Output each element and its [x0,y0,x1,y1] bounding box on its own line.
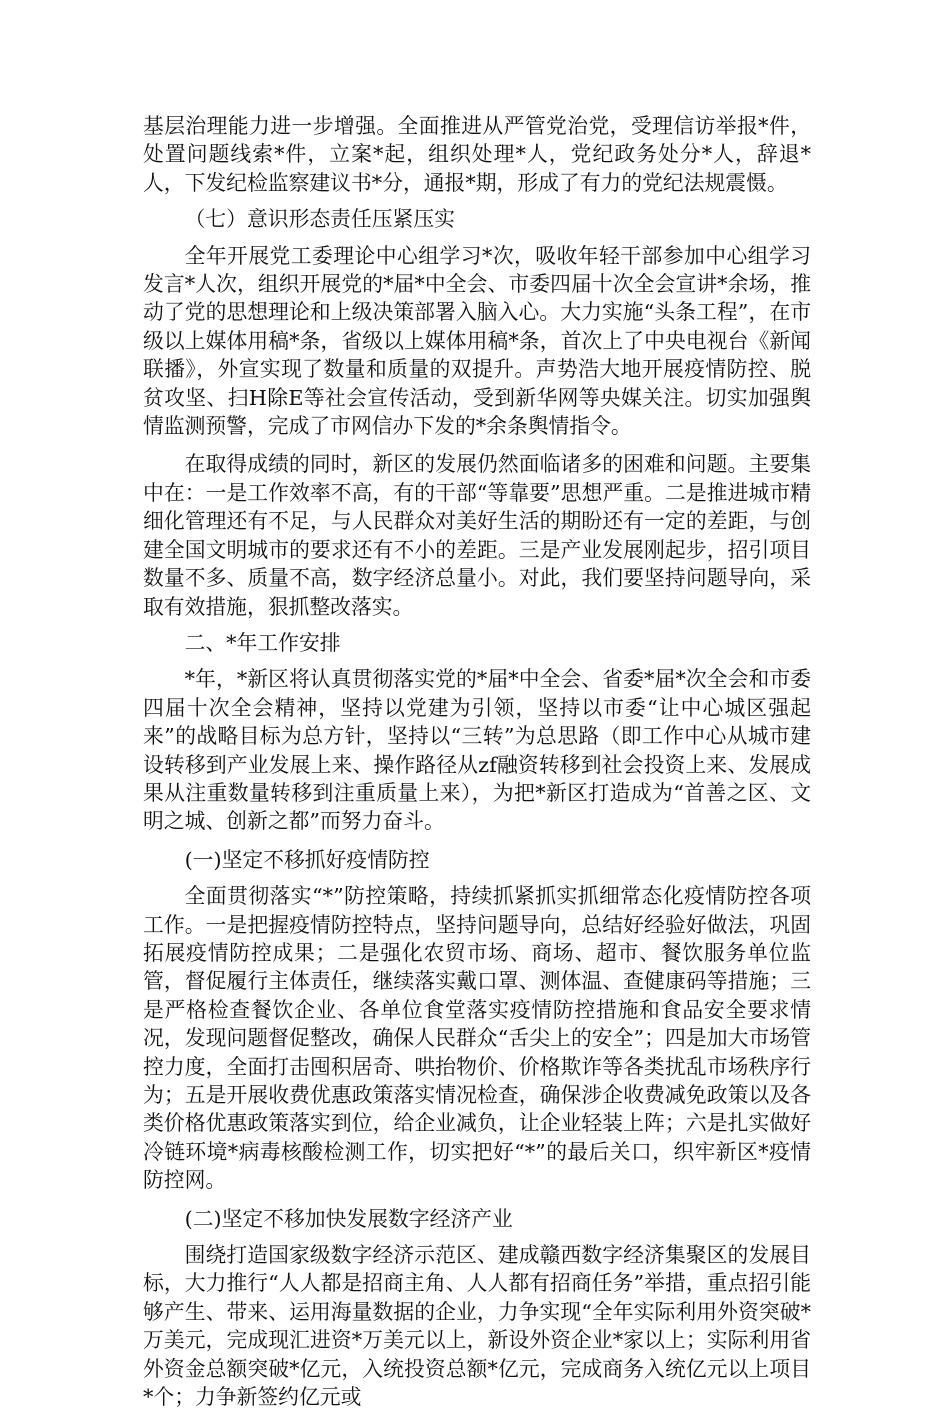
heading-work-plan: 二、*年工作安排 [184,630,341,655]
heading-digital-economy: (二)坚定不移加快发展数字经济产业 [184,1206,513,1231]
heading-epidemic-control: (一)坚定不移抓好疫情防控 [184,847,430,872]
paragraph-epidemic-control: 全面贯彻落实“*”防控策略，持续抓紧抓实抓细常态化疫情防控各项工作。一是把握疫情防控特点，坚持问题导向，总结好经验好做法，巩固拓展疫情防控成果；二是强化农贸市场、商场、超市、餐饮服务单位监管，督促履行主体责任，继续落实戴口罩、测体温、查健康码等措施；三是严格检查餐饮企业、各单位食堂落实疫情防控措施和食品安全要求情况，发现问题督促整改，确保人民群众“舌尖上的安全”；四是加大市场管控力度，全面打击囤积居奇、哄抬物价、价格欺诈等各类扰乱市场秩序行为；五是开展收费优惠政策落实情况检查，确保涉企收费减免政策以及各类价格优惠政策落实到位，给企业减负，让企业轻装上阵；六是扎实做好冷链环境*病毒核酸检测工作，切实把好“*”的最后关口，织牢新区*疫情防控网。 [143,884,811,1193]
paragraph-ideology: 全年开展党工委理论中心组学习*次，吸收年轻干部参加中心组学习发言*人次，组织开展党的*届*中全会、市委四届十次全会宣讲*余场，推动了党的思想理论和上级决策部署入脑入心。大力实施“头条工程”，在市级以上媒体用稿*条，省级以上媒体用稿*条，首次上了中央电视台《新闻联播》，外宣实现了数量和质量的双提升。声势浩大地开展疫情防控、脱贫攻坚、扫H除E等社会宣传活动，受到新华网等央媒关注。切实加强舆情监测预警，完成了市网信办下发的*余条舆情指令。 [143,243,811,439]
document-page [143,112,811,1411]
paragraph-digital-economy: 围绕打造国家级数字经济示范区、建成赣西数字经济集聚区的发展目标，大力推行“人人都是招商主角、人人都有招商任务”举措，重点招引能够产生、带来、运用海量数据的企业，力争实现“全年实际利用外资突破*万美元，完成现汇进资*万美元以上，新设外资企业*家以上；实际利用省外资金总额突破*亿元，入统投资总额*亿元，完成商务入统亿元以上项目*个；力争新签约亿元或 [143,1243,811,1410]
paragraph-problems: 在取得成绩的同时，新区的发展仍然面临诸多的困难和问题。主要集中在：一是工作效率不高，有的干部“等靠要”思想严重。二是推进城市精细化管理还有不足，与人民群众对美好生活的期盼还有一定的差距，与创建全国文明城市的要求还有不小的差距。三是产业发展刚起步，招引项目数量不多、质量不高，数字经济总量小。对此，我们要坚持问题导向，采取有效措施，狠抓整改落实。 [143,452,811,619]
paragraph-discipline: 基层治理能力进一步增强。全面推进从严管党治党，受理信访举报*件，处置问题线索*件，立案*起，组织处理*人，党纪政务处分*人，辞退*人，下发纪检监察建议书*分，通报*期，形成了有力的党纪法规震慑。 [143,114,811,195]
heading-ideology: （七）意识形态责任压紧压实 [184,207,455,232]
paragraph-work-plan: *年，*新区将认真贯彻落实党的*届*中全会、省委*届*次全会和市委四届十次全会精神，坚持以党建为引领，坚持以市委“让中心城区强起来”的战略目标为总方针，坚持以“三转”为总思路（即工作中心从城市建设转移到产业发展上来、操作路径从zf融资转移到社会投资上来、发展成果从注重数量转移到注重质量上来），为把*新区打造成为“首善之区、文明之城、创新之都”而努力奋斗。 [143,667,811,834]
